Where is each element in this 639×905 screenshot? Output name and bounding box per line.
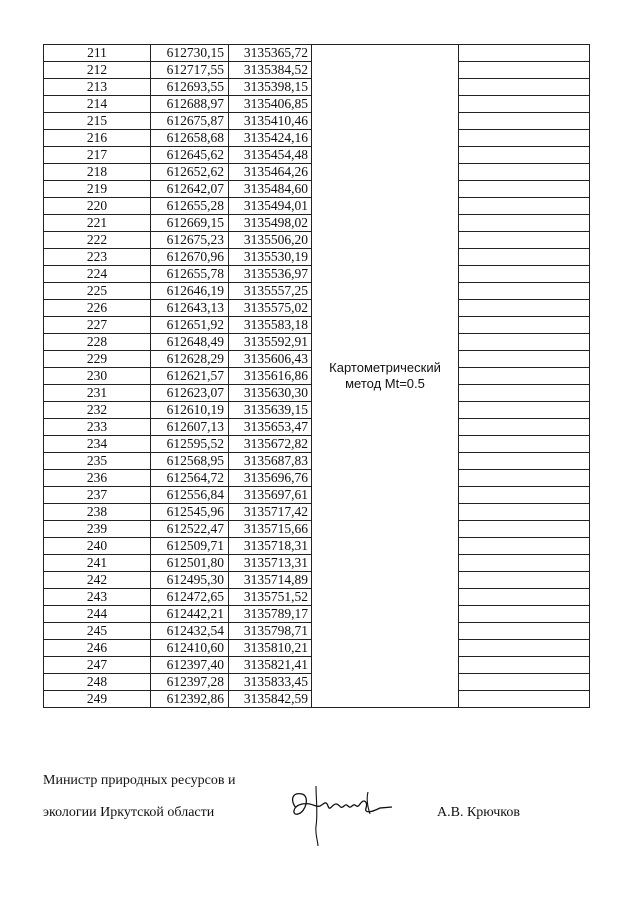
empty-cell	[459, 334, 590, 351]
coord-x: 612645,62	[151, 147, 229, 164]
empty-cell	[459, 232, 590, 249]
empty-cell	[459, 283, 590, 300]
point-number: 221	[44, 215, 151, 232]
coord-x: 612607,13	[151, 419, 229, 436]
point-number: 223	[44, 249, 151, 266]
coord-y: 3135536,97	[229, 266, 312, 283]
empty-cell	[459, 266, 590, 283]
point-number: 229	[44, 351, 151, 368]
coord-y: 3135697,61	[229, 487, 312, 504]
empty-cell	[459, 538, 590, 555]
coord-y: 3135810,21	[229, 640, 312, 657]
point-number: 226	[44, 300, 151, 317]
empty-cell	[459, 657, 590, 674]
empty-cell	[459, 351, 590, 368]
coord-x: 612688,97	[151, 96, 229, 113]
coord-x: 612392,86	[151, 691, 229, 708]
point-number: 235	[44, 453, 151, 470]
coord-x: 612621,57	[151, 368, 229, 385]
empty-cell	[459, 317, 590, 334]
coord-x: 612652,62	[151, 164, 229, 181]
empty-cell	[459, 249, 590, 266]
coord-y: 3135639,15	[229, 402, 312, 419]
coord-x: 612717,55	[151, 62, 229, 79]
coord-x: 612642,07	[151, 181, 229, 198]
coord-y: 3135751,52	[229, 589, 312, 606]
coord-x: 612655,28	[151, 198, 229, 215]
coord-x: 612432,54	[151, 623, 229, 640]
method-cell: Картометрический метод Mt=0.5	[312, 45, 459, 708]
coordinates-table	[43, 44, 590, 708]
empty-cell	[459, 589, 590, 606]
coord-x: 612669,15	[151, 215, 229, 232]
coord-y: 3135842,59	[229, 691, 312, 708]
coord-y: 3135410,46	[229, 113, 312, 130]
empty-cell	[459, 181, 590, 198]
empty-cell	[459, 402, 590, 419]
coord-y: 3135365,72	[229, 45, 312, 62]
coord-x: 612509,71	[151, 538, 229, 555]
coord-x: 612556,84	[151, 487, 229, 504]
coord-y: 3135506,20	[229, 232, 312, 249]
coord-x: 612545,96	[151, 504, 229, 521]
empty-cell	[459, 487, 590, 504]
point-number: 243	[44, 589, 151, 606]
coord-y: 3135530,19	[229, 249, 312, 266]
coord-y: 3135715,66	[229, 521, 312, 538]
point-number: 249	[44, 691, 151, 708]
coord-x: 612610,19	[151, 402, 229, 419]
coord-x: 612670,96	[151, 249, 229, 266]
coord-y: 3135424,16	[229, 130, 312, 147]
empty-cell	[459, 368, 590, 385]
coord-y: 3135406,85	[229, 96, 312, 113]
coord-y: 3135798,71	[229, 623, 312, 640]
point-number: 224	[44, 266, 151, 283]
coord-y: 3135606,43	[229, 351, 312, 368]
signature-title-line1: Министр природных ресурсов и	[43, 773, 236, 788]
point-number: 239	[44, 521, 151, 538]
coord-y: 3135789,17	[229, 606, 312, 623]
point-number: 227	[44, 317, 151, 334]
coord-y: 3135713,31	[229, 555, 312, 572]
coord-x: 612651,92	[151, 317, 229, 334]
coord-x: 612595,52	[151, 436, 229, 453]
point-number: 231	[44, 385, 151, 402]
empty-cell	[459, 674, 590, 691]
coord-y: 3135630,30	[229, 385, 312, 402]
signer-name: А.В. Крючков	[437, 805, 520, 820]
coord-y: 3135717,42	[229, 504, 312, 521]
point-number: 236	[44, 470, 151, 487]
point-number: 242	[44, 572, 151, 589]
empty-cell	[459, 623, 590, 640]
coord-x: 612675,23	[151, 232, 229, 249]
coord-y: 3135833,45	[229, 674, 312, 691]
point-number: 238	[44, 504, 151, 521]
point-number: 234	[44, 436, 151, 453]
point-number: 244	[44, 606, 151, 623]
coord-x: 612397,40	[151, 657, 229, 674]
coord-y: 3135454,48	[229, 147, 312, 164]
empty-cell	[459, 62, 590, 79]
empty-cell	[459, 504, 590, 521]
empty-cell	[459, 300, 590, 317]
point-number: 222	[44, 232, 151, 249]
point-number: 220	[44, 198, 151, 215]
empty-cell	[459, 419, 590, 436]
coord-y: 3135583,18	[229, 317, 312, 334]
coord-y: 3135557,25	[229, 283, 312, 300]
coord-x: 612397,28	[151, 674, 229, 691]
coord-x: 612501,80	[151, 555, 229, 572]
empty-cell	[459, 385, 590, 402]
coord-y: 3135714,89	[229, 572, 312, 589]
empty-cell	[459, 198, 590, 215]
empty-cell	[459, 555, 590, 572]
coord-x: 612675,87	[151, 113, 229, 130]
coord-y: 3135672,82	[229, 436, 312, 453]
empty-cell	[459, 79, 590, 96]
empty-cell	[459, 215, 590, 232]
coord-y: 3135687,83	[229, 453, 312, 470]
coord-y: 3135696,76	[229, 470, 312, 487]
coord-y: 3135616,86	[229, 368, 312, 385]
point-number: 214	[44, 96, 151, 113]
coord-x: 612643,13	[151, 300, 229, 317]
coord-x: 612568,95	[151, 453, 229, 470]
point-number: 216	[44, 130, 151, 147]
coord-x: 612522,47	[151, 521, 229, 538]
point-number: 211	[44, 45, 151, 62]
empty-cell	[459, 521, 590, 538]
point-number: 215	[44, 113, 151, 130]
coord-x: 612623,07	[151, 385, 229, 402]
point-number: 240	[44, 538, 151, 555]
signature-title-line2: экологии Иркутской области	[43, 805, 215, 820]
coord-x: 612658,68	[151, 130, 229, 147]
empty-cell	[459, 147, 590, 164]
point-number: 225	[44, 283, 151, 300]
empty-cell	[459, 113, 590, 130]
coord-x: 612655,78	[151, 266, 229, 283]
empty-cell	[459, 453, 590, 470]
point-number: 241	[44, 555, 151, 572]
coord-y: 3135398,15	[229, 79, 312, 96]
point-number: 232	[44, 402, 151, 419]
coord-x: 612442,21	[151, 606, 229, 623]
empty-cell	[459, 96, 590, 113]
empty-cell	[459, 572, 590, 589]
point-number: 219	[44, 181, 151, 198]
coord-y: 3135498,02	[229, 215, 312, 232]
coord-x: 612693,55	[151, 79, 229, 96]
point-number: 218	[44, 164, 151, 181]
coord-y: 3135384,52	[229, 62, 312, 79]
coord-y: 3135718,31	[229, 538, 312, 555]
coord-y: 3135592,91	[229, 334, 312, 351]
empty-cell	[459, 470, 590, 487]
point-number: 247	[44, 657, 151, 674]
coord-y: 3135464,26	[229, 164, 312, 181]
point-number: 213	[44, 79, 151, 96]
coord-y: 3135494,01	[229, 198, 312, 215]
coord-x: 612410,60	[151, 640, 229, 657]
point-number: 245	[44, 623, 151, 640]
point-number: 230	[44, 368, 151, 385]
coord-y: 3135575,02	[229, 300, 312, 317]
handwritten-signature	[282, 778, 397, 848]
empty-cell	[459, 606, 590, 623]
coord-y: 3135484,60	[229, 181, 312, 198]
coord-x: 612564,72	[151, 470, 229, 487]
point-number: 233	[44, 419, 151, 436]
empty-cell	[459, 691, 590, 708]
empty-cell	[459, 164, 590, 181]
coord-x: 612628,29	[151, 351, 229, 368]
empty-cell	[459, 436, 590, 453]
coord-y: 3135821,41	[229, 657, 312, 674]
point-number: 246	[44, 640, 151, 657]
point-number: 212	[44, 62, 151, 79]
point-number: 248	[44, 674, 151, 691]
coord-x: 612495,30	[151, 572, 229, 589]
coord-x: 612472,65	[151, 589, 229, 606]
coord-x: 612730,15	[151, 45, 229, 62]
point-number: 237	[44, 487, 151, 504]
table-row	[44, 45, 590, 62]
point-number: 228	[44, 334, 151, 351]
empty-cell	[459, 130, 590, 147]
coord-x: 612648,49	[151, 334, 229, 351]
empty-cell	[459, 640, 590, 657]
coord-x: 612646,19	[151, 283, 229, 300]
coord-y: 3135653,47	[229, 419, 312, 436]
empty-cell	[459, 45, 590, 62]
point-number: 217	[44, 147, 151, 164]
